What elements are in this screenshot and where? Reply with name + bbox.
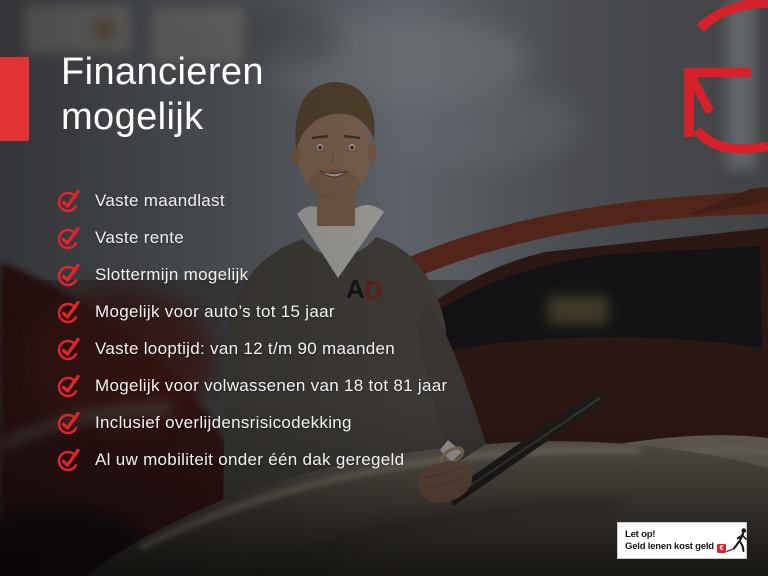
checklist-item [57,299,447,324]
checklist-item [57,225,447,250]
euro-icon: € [717,544,726,553]
checklist-item-label: Vaste rente [95,227,184,247]
checklist-item [57,336,447,361]
title-line-1: Financieren [61,51,264,93]
checklist-item-label: Vaste looptijd: van 12 t/m 90 maanden [95,338,395,358]
checklist-item [57,262,447,287]
checklist-item-label: Inclusief overlijdensrisicodekking [95,412,352,432]
credit-warning-line2: Geld lenen kost geld € [625,541,726,553]
check-icon [57,225,83,251]
credit-warning-line1: Let op! [625,528,656,540]
check-icon [57,447,83,473]
check-icon [57,188,83,214]
title-line-2: mogelijk [61,96,204,138]
checklist-item [57,410,447,435]
page-title [61,50,264,140]
accent-red-block [0,57,29,141]
brand-arc-logo [655,0,768,165]
check-icon [57,299,83,325]
check-icon [57,410,83,436]
checklist-item-label: Slottermijn mogelijk [95,264,249,284]
check-icon [57,262,83,288]
checklist-item [57,188,447,213]
benefits-checklist [57,188,447,484]
credit-warning-badge [617,522,747,559]
checklist-item-label: Vaste maandlast [95,190,225,210]
checklist-item-label: Al uw mobiliteit onder één dak geregeld [95,449,405,469]
checklist-item-label: Mogelijk voor volwassenen van 18 tot 81 jaar [95,375,448,395]
credit-warning-text [625,529,726,553]
check-icon [57,336,83,362]
checklist-item [57,447,447,472]
check-icon [57,373,83,399]
walking-man-icon [726,527,750,554]
checklist-item [57,373,447,398]
checklist-item-label: Mogelijk voor auto’s tot 15 jaar [95,301,335,321]
